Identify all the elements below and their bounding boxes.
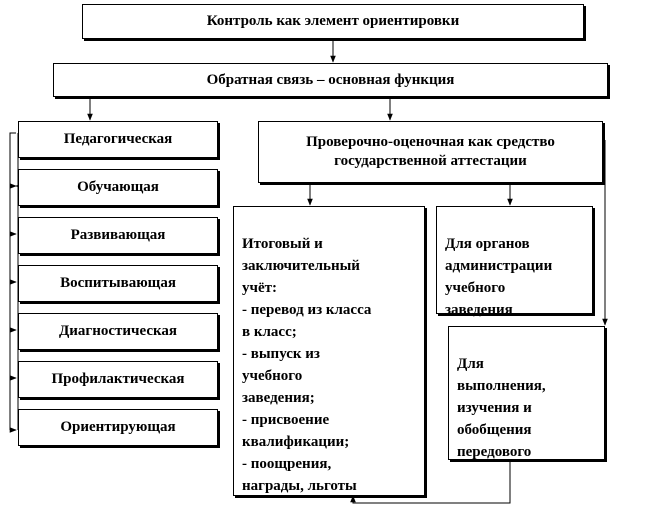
function-label: Педагогическая	[63, 131, 173, 147]
function-label: Развивающая	[70, 227, 166, 243]
final-record-text: Итоговый и заключительный учёт: - перевод из класса в класс; - выпуск из учебного заведения; - присвоение квалификации; - поощрения, награды, льготы	[242, 236, 372, 494]
best-practice-box	[448, 326, 605, 460]
function-label: Обучающая	[77, 179, 159, 195]
function-box-2	[18, 217, 218, 254]
function-label: Ориентирующая	[60, 419, 176, 435]
function-box-6	[18, 409, 218, 446]
function-box-1	[18, 169, 218, 206]
function-box-0	[18, 121, 218, 158]
final-record-box	[233, 206, 425, 496]
function-box-3	[18, 265, 218, 302]
attestation-text: Проверочно-оценочная как средство государственной аттестации	[306, 134, 555, 169]
title-box	[82, 4, 584, 39]
function-label: Воспитывающая	[60, 275, 176, 291]
function-label: Профилактическая	[51, 371, 185, 387]
function-box-5	[18, 361, 218, 398]
administration-box	[436, 206, 593, 318]
administration-text: Для органов администрации учебного заведения	[445, 236, 553, 318]
function-label: Диагностическая	[58, 323, 178, 339]
best-practice-text: Для выполнения, изучения и обобщения передового	[457, 356, 546, 460]
feedback-text: Обратная связь – основная функция	[206, 71, 455, 88]
title-text: Контроль как элемент ориентировки	[206, 13, 460, 29]
feedback-box	[53, 63, 608, 97]
attestation-box	[258, 121, 603, 183]
function-box-4	[18, 313, 218, 350]
